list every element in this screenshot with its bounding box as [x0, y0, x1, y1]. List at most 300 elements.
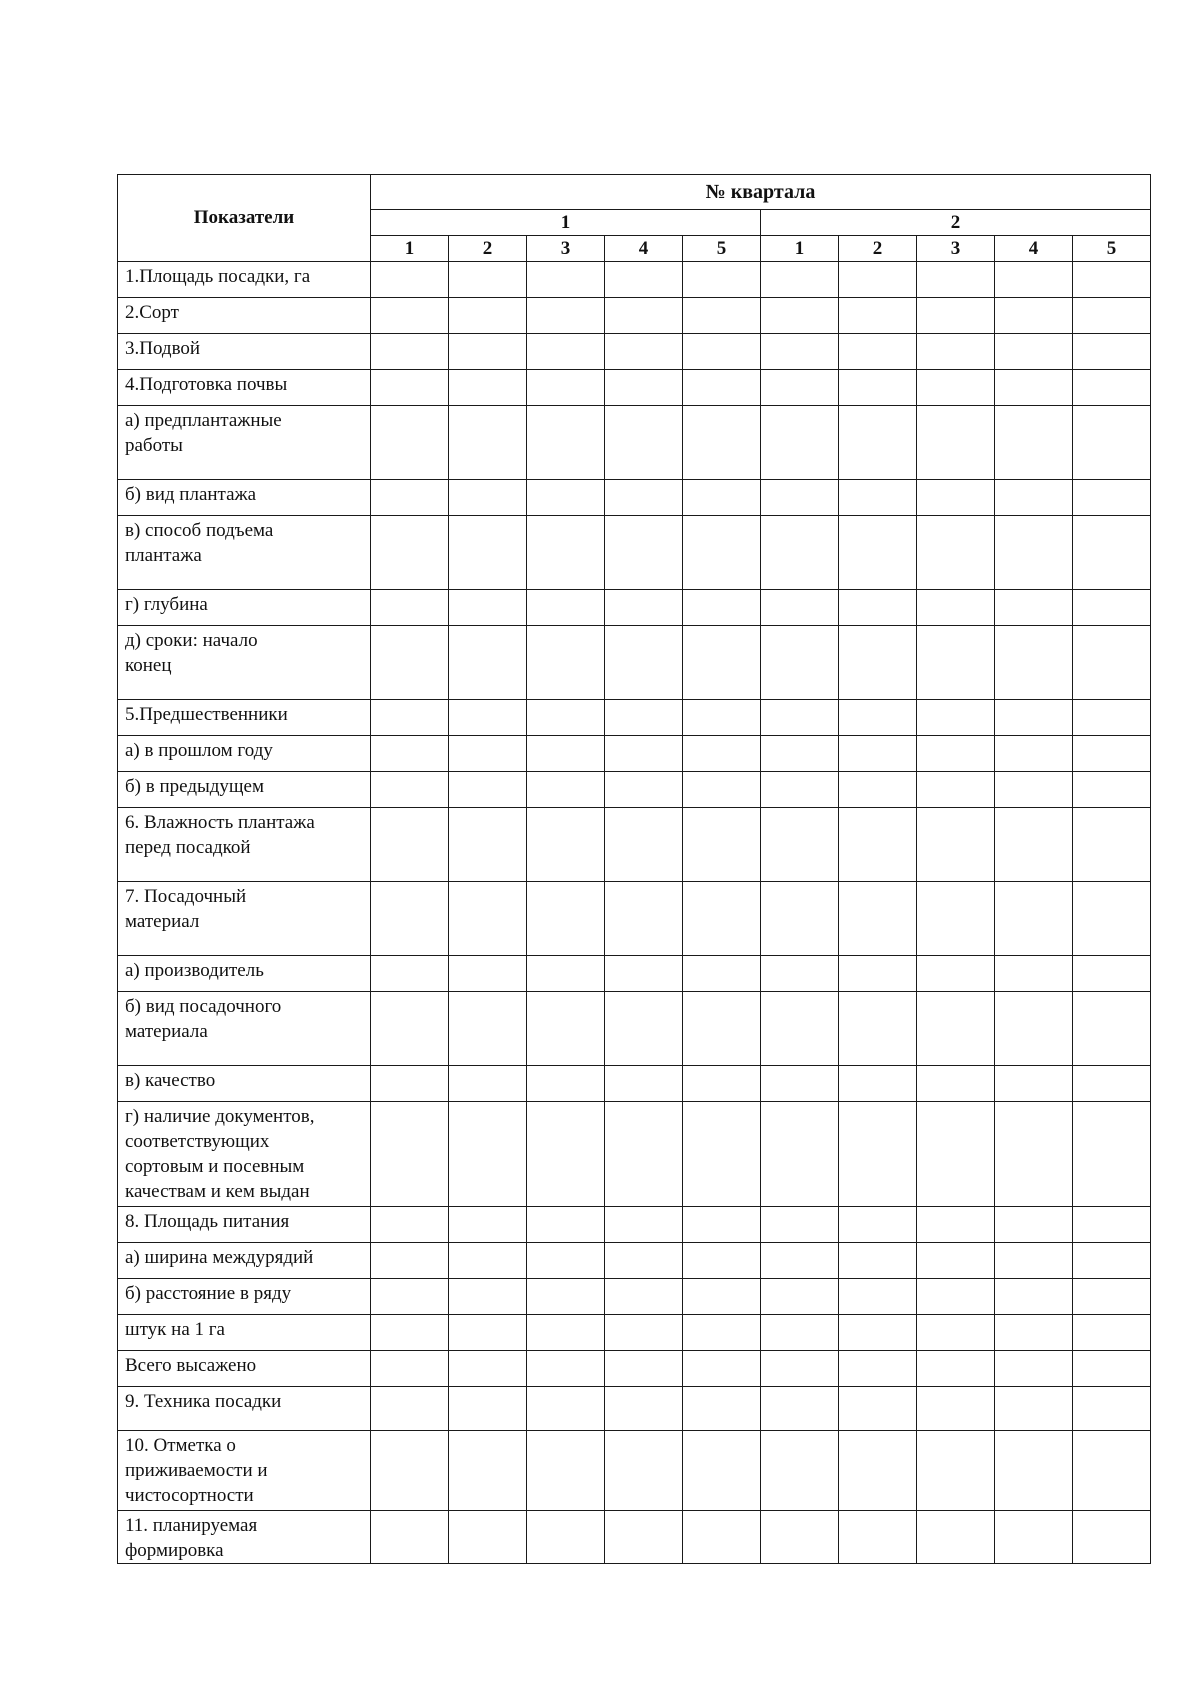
data-cell[interactable]	[527, 590, 605, 626]
data-cell[interactable]	[917, 262, 995, 298]
data-cell[interactable]	[683, 370, 761, 406]
data-cell[interactable]	[995, 1279, 1073, 1315]
data-cell[interactable]	[917, 1511, 995, 1564]
data-cell[interactable]	[1073, 626, 1151, 700]
data-cell[interactable]	[605, 992, 683, 1066]
data-cell[interactable]	[1073, 1351, 1151, 1387]
data-cell[interactable]	[683, 882, 761, 956]
table-row	[118, 298, 1151, 334]
data-cell[interactable]	[371, 516, 449, 590]
column-number-header: 1	[761, 236, 839, 262]
data-cell[interactable]	[605, 1431, 683, 1511]
data-cell[interactable]	[1073, 1243, 1151, 1279]
data-cell[interactable]	[1073, 1279, 1151, 1315]
data-cell[interactable]	[527, 1387, 605, 1431]
data-cell[interactable]	[449, 772, 527, 808]
table-row	[118, 1207, 1151, 1243]
data-cell[interactable]	[371, 1207, 449, 1243]
data-cell[interactable]	[371, 298, 449, 334]
data-cell[interactable]	[995, 1207, 1073, 1243]
data-cell[interactable]	[683, 1315, 761, 1351]
data-cell[interactable]	[839, 480, 917, 516]
data-cell[interactable]	[995, 882, 1073, 956]
data-cell[interactable]	[527, 298, 605, 334]
data-cell[interactable]	[449, 1102, 527, 1207]
data-cell[interactable]	[527, 1066, 605, 1102]
data-cell[interactable]	[1073, 772, 1151, 808]
indicator-label: а) ширина междурядий	[118, 1243, 371, 1279]
data-cell[interactable]	[839, 736, 917, 772]
data-cell[interactable]	[917, 1279, 995, 1315]
data-cell[interactable]	[995, 1102, 1073, 1207]
data-cell[interactable]	[917, 1387, 995, 1431]
data-cell[interactable]	[917, 480, 995, 516]
data-cell[interactable]	[1073, 992, 1151, 1066]
column-number-header: 2	[839, 236, 917, 262]
data-cell[interactable]	[761, 1511, 839, 1564]
data-cell[interactable]	[527, 736, 605, 772]
data-cell[interactable]	[1073, 298, 1151, 334]
data-cell[interactable]	[1073, 1207, 1151, 1243]
data-cell[interactable]	[605, 626, 683, 700]
indicator-label: в) качество	[118, 1066, 371, 1102]
data-cell[interactable]	[449, 590, 527, 626]
data-cell[interactable]	[371, 480, 449, 516]
data-cell[interactable]	[995, 772, 1073, 808]
table-row	[118, 772, 1151, 808]
data-cell[interactable]	[1073, 1511, 1151, 1564]
data-cell[interactable]	[683, 590, 761, 626]
data-cell[interactable]	[605, 1279, 683, 1315]
data-cell[interactable]	[995, 736, 1073, 772]
data-cell[interactable]	[527, 1431, 605, 1511]
column-number-header: 5	[1073, 236, 1151, 262]
data-cell[interactable]	[371, 406, 449, 480]
data-cell[interactable]	[761, 298, 839, 334]
data-cell[interactable]	[449, 262, 527, 298]
data-cell[interactable]	[839, 298, 917, 334]
data-cell[interactable]	[605, 700, 683, 736]
data-cell[interactable]	[683, 956, 761, 992]
data-cell[interactable]	[527, 626, 605, 700]
column-number-header: 5	[683, 236, 761, 262]
indicator-label: б) в предыдущем	[118, 772, 371, 808]
data-cell[interactable]	[761, 590, 839, 626]
data-cell[interactable]	[761, 626, 839, 700]
data-cell[interactable]	[917, 1315, 995, 1351]
data-cell[interactable]	[761, 480, 839, 516]
data-cell[interactable]	[917, 1351, 995, 1387]
data-cell[interactable]	[371, 1351, 449, 1387]
data-cell[interactable]	[605, 736, 683, 772]
data-cell[interactable]	[605, 370, 683, 406]
data-cell[interactable]	[839, 1351, 917, 1387]
data-cell[interactable]	[917, 1207, 995, 1243]
data-cell[interactable]	[995, 1387, 1073, 1431]
table-header	[118, 175, 1151, 262]
data-cell[interactable]	[1073, 1315, 1151, 1351]
data-cell[interactable]	[371, 1387, 449, 1431]
data-cell[interactable]	[917, 626, 995, 700]
data-cell[interactable]	[371, 1511, 449, 1564]
data-cell[interactable]	[371, 882, 449, 956]
data-cell[interactable]	[683, 1243, 761, 1279]
data-cell[interactable]	[527, 1351, 605, 1387]
data-cell[interactable]	[683, 808, 761, 882]
data-cell[interactable]	[839, 992, 917, 1066]
data-cell[interactable]	[1073, 334, 1151, 370]
data-cell[interactable]	[527, 882, 605, 956]
data-cell[interactable]	[527, 1102, 605, 1207]
data-cell[interactable]	[605, 334, 683, 370]
column-number-header: 3	[527, 236, 605, 262]
data-cell[interactable]	[761, 736, 839, 772]
data-cell[interactable]	[1073, 736, 1151, 772]
data-cell[interactable]	[1073, 1387, 1151, 1431]
data-cell[interactable]	[761, 1243, 839, 1279]
data-cell[interactable]	[371, 334, 449, 370]
data-cell[interactable]	[761, 882, 839, 956]
data-cell[interactable]	[605, 480, 683, 516]
data-cell[interactable]	[1073, 516, 1151, 590]
data-cell[interactable]	[761, 406, 839, 480]
data-cell[interactable]	[917, 334, 995, 370]
data-cell[interactable]	[605, 1387, 683, 1431]
data-cell[interactable]	[449, 1431, 527, 1511]
data-cell[interactable]	[761, 1351, 839, 1387]
data-cell[interactable]	[449, 956, 527, 992]
data-cell[interactable]	[761, 992, 839, 1066]
data-cell[interactable]	[761, 1207, 839, 1243]
data-cell[interactable]	[371, 1102, 449, 1207]
data-cell[interactable]	[1073, 700, 1151, 736]
data-cell[interactable]	[605, 956, 683, 992]
data-cell[interactable]	[683, 516, 761, 590]
data-cell[interactable]	[371, 590, 449, 626]
data-cell[interactable]	[605, 1243, 683, 1279]
data-cell[interactable]	[839, 516, 917, 590]
data-cell[interactable]	[605, 262, 683, 298]
data-cell[interactable]	[1073, 480, 1151, 516]
indicator-label: д) сроки: начало конец	[118, 626, 371, 700]
data-cell[interactable]	[995, 956, 1073, 992]
data-cell[interactable]	[839, 1279, 917, 1315]
data-cell[interactable]	[449, 516, 527, 590]
data-cell[interactable]	[449, 334, 527, 370]
table-row	[118, 1351, 1151, 1387]
data-cell[interactable]	[371, 1315, 449, 1351]
data-cell[interactable]	[527, 516, 605, 590]
data-cell[interactable]	[917, 298, 995, 334]
data-cell[interactable]	[371, 1243, 449, 1279]
data-cell[interactable]	[683, 1387, 761, 1431]
data-cell[interactable]	[1073, 1066, 1151, 1102]
data-cell[interactable]	[995, 1351, 1073, 1387]
indicators-header: Показатели	[118, 175, 371, 262]
data-cell[interactable]	[527, 262, 605, 298]
data-cell[interactable]	[527, 1279, 605, 1315]
table-row	[118, 1315, 1151, 1351]
data-cell[interactable]	[683, 1207, 761, 1243]
data-cell[interactable]	[1073, 590, 1151, 626]
data-cell[interactable]	[605, 1102, 683, 1207]
data-cell[interactable]	[839, 334, 917, 370]
data-cell[interactable]	[761, 516, 839, 590]
data-cell[interactable]	[449, 1243, 527, 1279]
data-cell[interactable]	[995, 1511, 1073, 1564]
data-cell[interactable]	[995, 334, 1073, 370]
data-cell[interactable]	[449, 480, 527, 516]
data-cell[interactable]	[527, 772, 605, 808]
indicator-label: а) производитель	[118, 956, 371, 992]
data-cell[interactable]	[449, 370, 527, 406]
data-cell[interactable]	[995, 590, 1073, 626]
data-cell[interactable]	[839, 590, 917, 626]
data-cell[interactable]	[683, 1102, 761, 1207]
data-cell[interactable]	[683, 772, 761, 808]
data-cell[interactable]	[761, 700, 839, 736]
data-cell[interactable]	[917, 370, 995, 406]
data-cell[interactable]	[839, 1315, 917, 1351]
table-row	[118, 736, 1151, 772]
data-cell[interactable]	[527, 700, 605, 736]
group-header-2: 2	[761, 210, 1151, 236]
data-cell[interactable]	[527, 334, 605, 370]
data-cell[interactable]	[995, 480, 1073, 516]
data-cell[interactable]	[917, 882, 995, 956]
data-cell[interactable]	[371, 626, 449, 700]
data-cell[interactable]	[449, 808, 527, 882]
data-cell[interactable]	[683, 1066, 761, 1102]
table-row	[118, 1279, 1151, 1315]
data-cell[interactable]	[449, 992, 527, 1066]
data-cell[interactable]	[449, 736, 527, 772]
data-cell[interactable]	[917, 736, 995, 772]
data-cell[interactable]	[683, 298, 761, 334]
data-cell[interactable]	[995, 406, 1073, 480]
table-row	[118, 590, 1151, 626]
data-cell[interactable]	[995, 808, 1073, 882]
data-cell[interactable]	[449, 1279, 527, 1315]
data-cell[interactable]	[449, 1207, 527, 1243]
data-cell[interactable]	[683, 334, 761, 370]
data-cell[interactable]	[1073, 370, 1151, 406]
data-cell[interactable]	[761, 1431, 839, 1511]
data-cell[interactable]	[683, 1351, 761, 1387]
data-cell[interactable]	[839, 808, 917, 882]
data-cell[interactable]	[995, 298, 1073, 334]
data-cell[interactable]	[917, 992, 995, 1066]
data-cell[interactable]	[839, 1207, 917, 1243]
data-cell[interactable]	[839, 1431, 917, 1511]
data-cell[interactable]	[605, 298, 683, 334]
data-cell[interactable]	[995, 992, 1073, 1066]
data-cell[interactable]	[605, 882, 683, 956]
data-cell[interactable]	[371, 736, 449, 772]
data-cell[interactable]	[917, 590, 995, 626]
data-cell[interactable]	[995, 1431, 1073, 1511]
data-cell[interactable]	[839, 406, 917, 480]
data-cell[interactable]	[761, 370, 839, 406]
data-cell[interactable]	[839, 626, 917, 700]
data-cell[interactable]	[917, 1102, 995, 1207]
table-row	[118, 262, 1151, 298]
data-cell[interactable]	[761, 1387, 839, 1431]
data-cell[interactable]	[683, 1279, 761, 1315]
data-cell[interactable]	[683, 480, 761, 516]
data-cell[interactable]	[761, 1315, 839, 1351]
data-cell[interactable]	[527, 1315, 605, 1351]
data-cell[interactable]	[683, 700, 761, 736]
data-cell[interactable]	[371, 370, 449, 406]
data-cell[interactable]	[839, 1243, 917, 1279]
data-cell[interactable]	[839, 1387, 917, 1431]
data-cell[interactable]	[761, 1066, 839, 1102]
data-cell[interactable]	[761, 334, 839, 370]
indicator-label: 5.Предшественники	[118, 700, 371, 736]
data-cell[interactable]	[761, 1102, 839, 1207]
data-cell[interactable]	[917, 1243, 995, 1279]
data-cell[interactable]	[371, 1279, 449, 1315]
data-cell[interactable]	[449, 406, 527, 480]
data-cell[interactable]	[917, 1066, 995, 1102]
data-cell[interactable]	[371, 1431, 449, 1511]
data-cell[interactable]	[605, 1315, 683, 1351]
data-cell[interactable]	[917, 700, 995, 736]
data-cell[interactable]	[1073, 406, 1151, 480]
data-cell[interactable]	[839, 1102, 917, 1207]
indicator-label: 3.Подвой	[118, 334, 371, 370]
data-cell[interactable]	[839, 1066, 917, 1102]
table-row	[118, 882, 1151, 956]
data-cell[interactable]	[995, 700, 1073, 736]
data-cell[interactable]	[371, 956, 449, 992]
column-number-header: 1	[371, 236, 449, 262]
data-cell[interactable]	[839, 772, 917, 808]
data-cell[interactable]	[761, 262, 839, 298]
data-cell[interactable]	[917, 516, 995, 590]
data-cell[interactable]	[449, 1511, 527, 1564]
data-cell[interactable]	[683, 626, 761, 700]
data-cell[interactable]	[839, 700, 917, 736]
data-cell[interactable]	[1073, 882, 1151, 956]
data-cell[interactable]	[605, 1207, 683, 1243]
data-cell[interactable]	[527, 992, 605, 1066]
data-cell[interactable]	[761, 808, 839, 882]
data-cell[interactable]	[917, 772, 995, 808]
indicator-label: 8. Площадь питания	[118, 1207, 371, 1243]
data-cell[interactable]	[449, 882, 527, 956]
data-cell[interactable]	[1073, 1431, 1151, 1511]
data-cell[interactable]	[917, 808, 995, 882]
data-cell[interactable]	[605, 1351, 683, 1387]
data-cell[interactable]	[527, 480, 605, 516]
data-cell[interactable]	[995, 516, 1073, 590]
data-cell[interactable]	[683, 406, 761, 480]
data-cell[interactable]	[527, 1207, 605, 1243]
indicator-label: б) вид плантажа	[118, 480, 371, 516]
column-number-header: 4	[995, 236, 1073, 262]
data-cell[interactable]	[761, 956, 839, 992]
data-cell[interactable]	[683, 1511, 761, 1564]
data-cell[interactable]	[371, 262, 449, 298]
data-cell[interactable]	[449, 1387, 527, 1431]
data-cell[interactable]	[605, 590, 683, 626]
data-cell[interactable]	[839, 1511, 917, 1564]
data-cell[interactable]	[605, 772, 683, 808]
table-row	[118, 1511, 1151, 1564]
data-cell[interactable]	[761, 1279, 839, 1315]
data-cell[interactable]	[683, 262, 761, 298]
data-cell[interactable]	[605, 1066, 683, 1102]
table-row	[118, 956, 1151, 992]
data-cell[interactable]	[527, 1243, 605, 1279]
data-cell[interactable]	[995, 626, 1073, 700]
data-cell[interactable]	[527, 808, 605, 882]
data-cell[interactable]	[605, 808, 683, 882]
data-cell[interactable]	[371, 992, 449, 1066]
data-cell[interactable]	[449, 1351, 527, 1387]
table-row	[118, 406, 1151, 480]
column-number-header: 4	[605, 236, 683, 262]
data-cell[interactable]	[527, 1511, 605, 1564]
data-cell[interactable]	[917, 1431, 995, 1511]
data-cell[interactable]	[449, 1066, 527, 1102]
data-cell[interactable]	[371, 772, 449, 808]
data-cell[interactable]	[449, 626, 527, 700]
table-row	[118, 626, 1151, 700]
data-cell[interactable]	[1073, 262, 1151, 298]
indicator-label: а) в прошлом году	[118, 736, 371, 772]
indicator-label: штук на 1 га	[118, 1315, 371, 1351]
data-cell[interactable]	[449, 1315, 527, 1351]
data-cell[interactable]	[449, 298, 527, 334]
data-cell[interactable]	[917, 956, 995, 992]
data-cell[interactable]	[527, 406, 605, 480]
data-cell[interactable]	[761, 772, 839, 808]
data-cell[interactable]	[995, 1315, 1073, 1351]
data-cell[interactable]	[995, 370, 1073, 406]
data-cell[interactable]	[839, 262, 917, 298]
data-cell[interactable]	[1073, 1102, 1151, 1207]
data-cell[interactable]	[371, 700, 449, 736]
data-cell[interactable]	[683, 1431, 761, 1511]
data-cell[interactable]	[917, 406, 995, 480]
data-cell[interactable]	[995, 1243, 1073, 1279]
data-cell[interactable]	[683, 736, 761, 772]
data-cell[interactable]	[605, 516, 683, 590]
data-cell[interactable]	[605, 1511, 683, 1564]
data-cell[interactable]	[371, 808, 449, 882]
data-cell[interactable]	[1073, 956, 1151, 992]
data-cell[interactable]	[605, 406, 683, 480]
data-cell[interactable]	[527, 956, 605, 992]
column-number-header: 3	[917, 236, 995, 262]
data-cell[interactable]	[839, 882, 917, 956]
indicator-label: 4.Подготовка почвы	[118, 370, 371, 406]
data-cell[interactable]	[527, 370, 605, 406]
data-cell[interactable]	[995, 262, 1073, 298]
data-cell[interactable]	[449, 700, 527, 736]
data-cell[interactable]	[839, 956, 917, 992]
data-cell[interactable]	[371, 1066, 449, 1102]
data-cell[interactable]	[1073, 808, 1151, 882]
data-cell[interactable]	[995, 1066, 1073, 1102]
table-row	[118, 1243, 1151, 1279]
data-cell[interactable]	[683, 992, 761, 1066]
data-cell[interactable]	[839, 370, 917, 406]
table-row	[118, 370, 1151, 406]
